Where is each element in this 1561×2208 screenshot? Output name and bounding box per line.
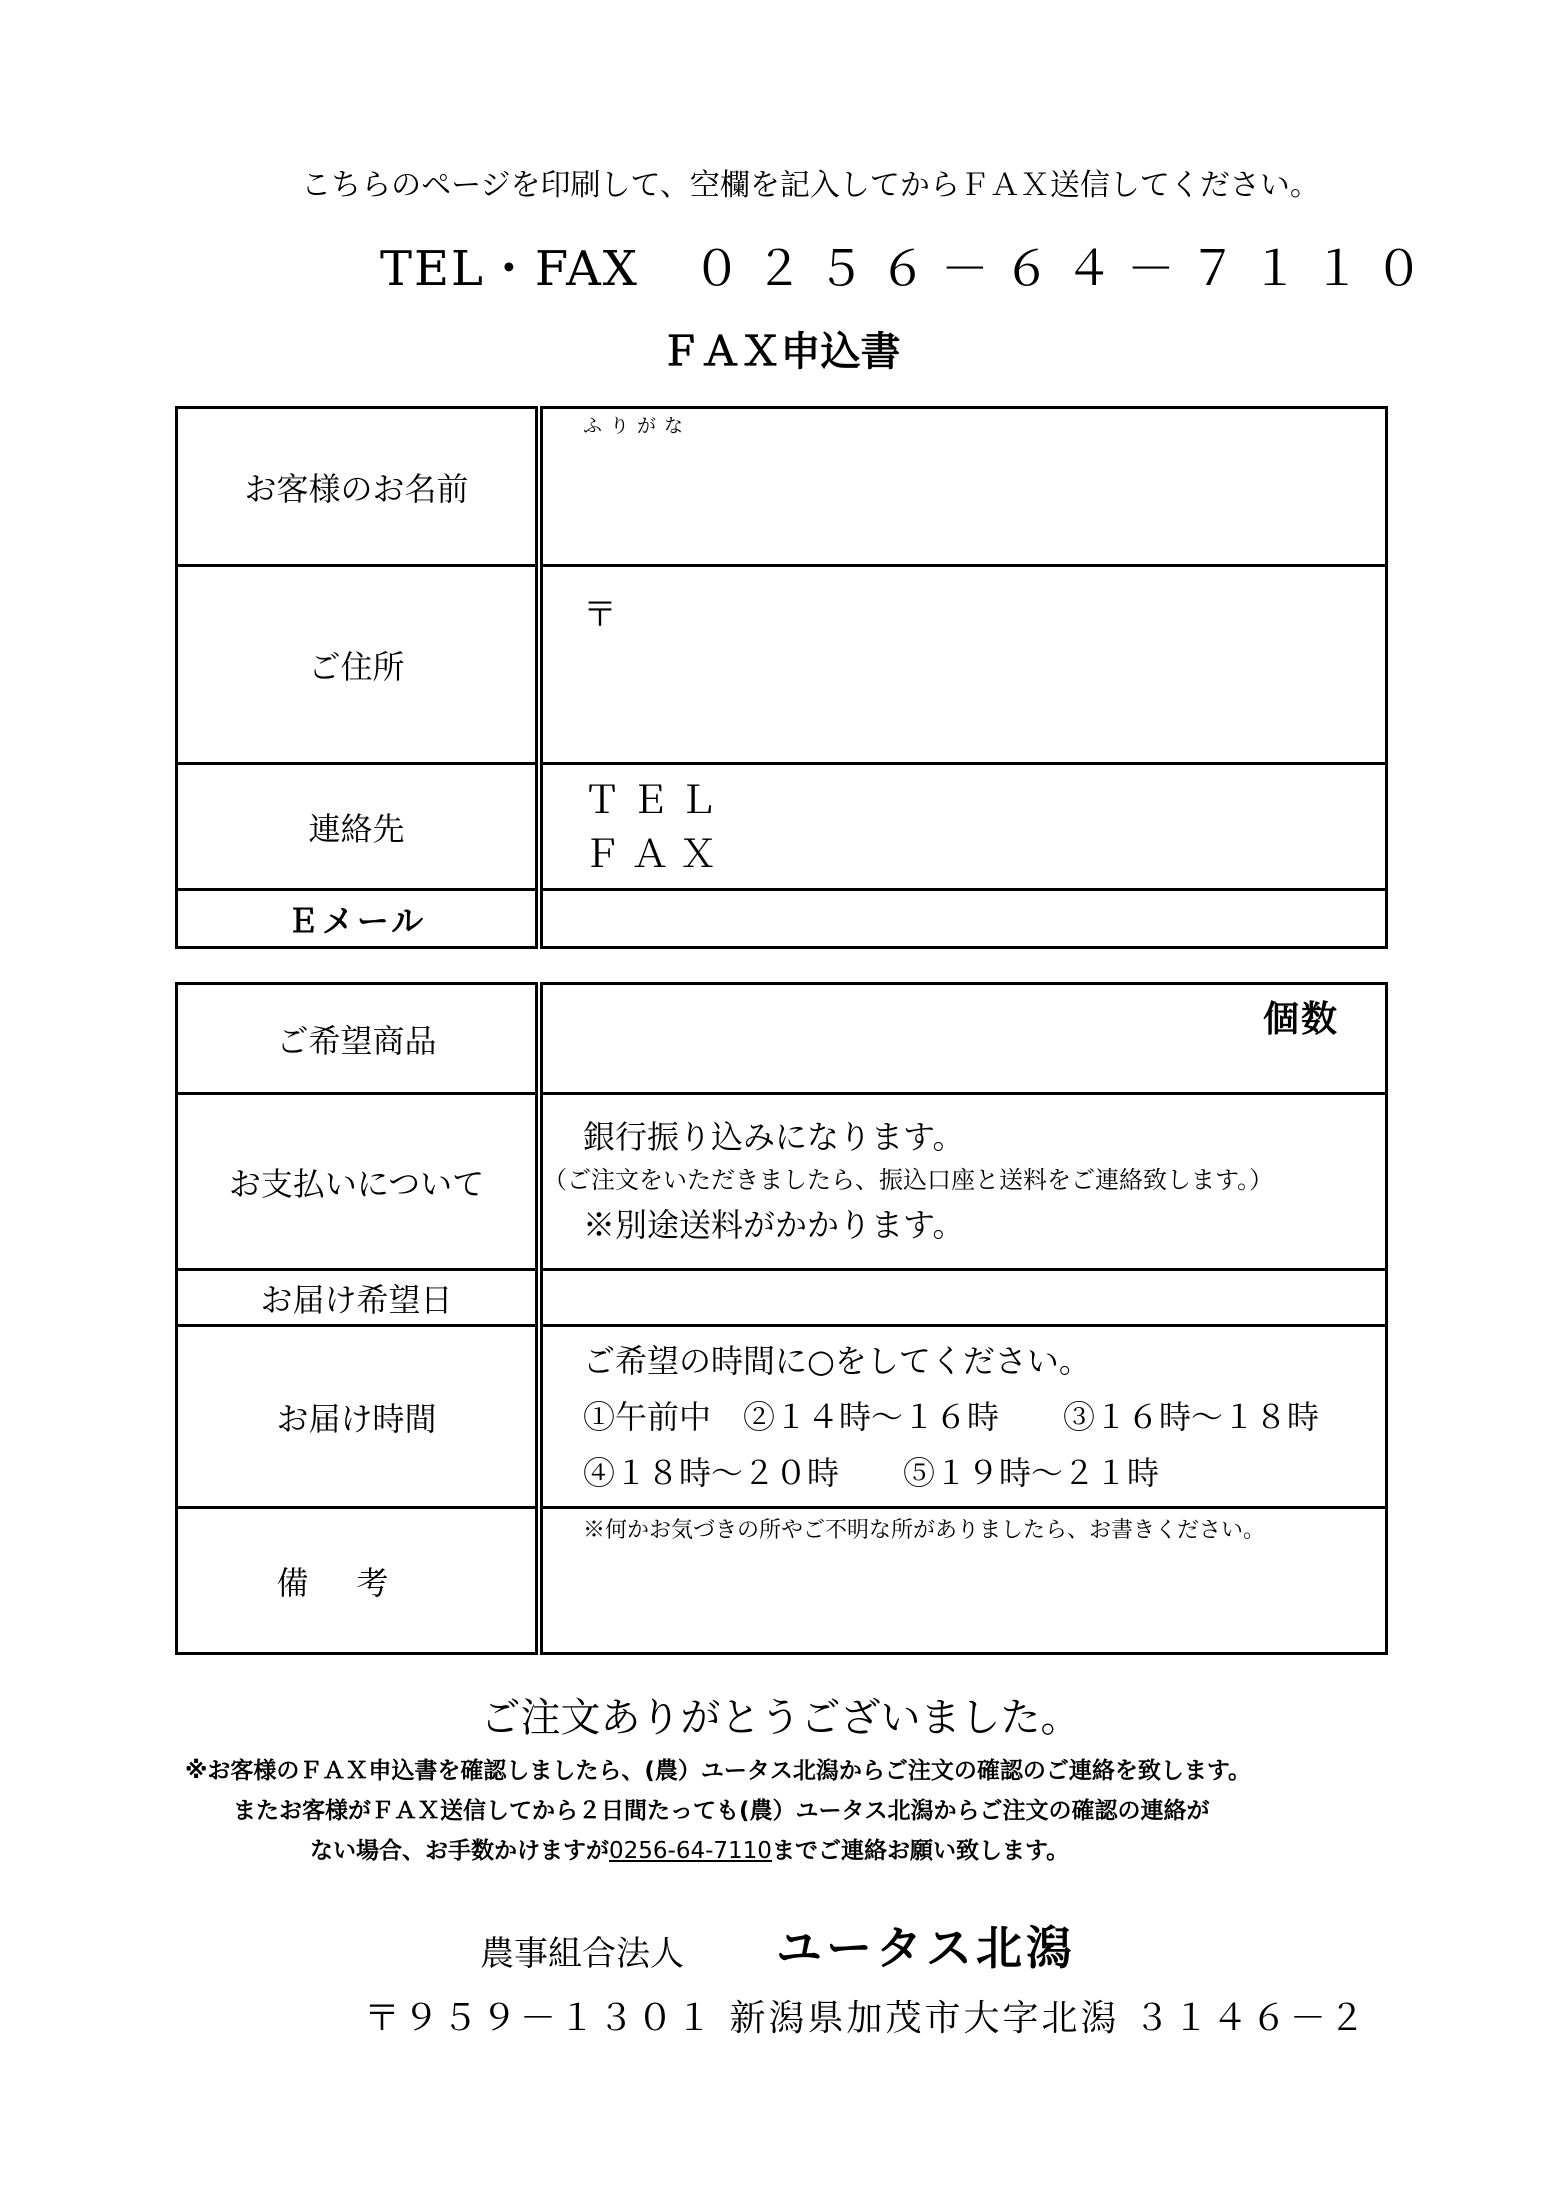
address-field[interactable]	[539, 566, 1387, 764]
name-field[interactable]	[539, 408, 1387, 566]
corp-address: 〒９５９－１３０１ 新潟県加茂市大字北潟 ３１４６－２	[364, 1998, 1368, 2039]
shipping-note: ※別途送料がかかります。	[583, 1205, 965, 1244]
product-label: ご希望商品	[177, 984, 540, 1094]
remarks-field[interactable]	[539, 1508, 1387, 1654]
quantity-label: 個数	[1262, 998, 1339, 1040]
thanks-message: ご注文ありがとうございました。	[480, 1695, 1081, 1741]
delivery-date-field[interactable]	[539, 1270, 1387, 1326]
corp-type: 農事組合法人	[480, 1934, 684, 1974]
customer-info-table	[175, 406, 1388, 949]
contact-field[interactable]	[539, 764, 1387, 890]
corp-name: ユータス北潟	[776, 1921, 1076, 1975]
postal-mark: 〒	[583, 595, 617, 635]
time-options-row2: ④１８時～２０時 ⑤１９時～２１時	[583, 1453, 1160, 1492]
contact-fax-label: ＦＡＸ	[583, 831, 728, 876]
furigana-label: ふりがな	[583, 415, 692, 437]
email-field[interactable]	[539, 890, 1387, 948]
delivery-time-label: お届け時間	[177, 1326, 540, 1508]
contact-phone-link[interactable]: 0256-64-7110	[609, 1838, 772, 1864]
payment-note: （ご注文をいただきましたら、振込口座と送料をご連絡致します。）	[543, 1165, 1274, 1194]
product-field[interactable]	[539, 984, 1387, 1094]
order-info-table	[175, 982, 1388, 1655]
payment-info	[539, 1094, 1387, 1270]
tel-fax-line	[380, 230, 1437, 299]
form-title: ＦＡＸ申込書	[660, 328, 901, 375]
footer-note-2: またお客様がＦＡＸ送信してから２日間たっても(農）ユータス北潟からご注文の確認の連絡が	[233, 1798, 1210, 1824]
print-instruction: こちらのページを印刷して、空欄を記入してからＦＡＸ送信してください。	[301, 168, 1320, 203]
tel-fax-label: TEL・FAX	[380, 241, 639, 297]
delivery-time-field[interactable]	[539, 1326, 1387, 1508]
address-label: ご住所	[177, 566, 540, 764]
footer-note-3-pre: ない場合、お手数かけますが	[310, 1838, 609, 1864]
time-instruction: ご希望の時間に○をしてください。	[583, 1341, 1091, 1380]
contact-tel-label: ＴＥＬ	[583, 777, 728, 822]
footer-note-1: ※お客様のＦＡＸ申込書を確認しましたら、(農）ユータス北潟からご注文の確認のご連絡を致します。	[185, 1758, 1252, 1784]
remarks-label: 備考	[177, 1508, 540, 1654]
footer-note-3	[310, 1832, 1069, 1865]
payment-method: 銀行振り込みになります。	[583, 1117, 965, 1156]
delivery-date-label: お届け希望日	[177, 1270, 540, 1326]
name-label: お客様のお名前	[177, 408, 540, 566]
footer-note-3-post: までご連絡お願い致します。	[771, 1838, 1070, 1864]
remarks-note: ※何かお気づきの所やご不明な所がありましたら、お書きください。	[583, 1518, 1266, 1543]
tel-fax-number: ０２５６－６４－７１１０	[692, 241, 1437, 297]
payment-label: お支払いについて	[177, 1094, 540, 1270]
email-label: Ｅメール	[177, 890, 540, 948]
contact-label: 連絡先	[177, 764, 540, 890]
time-options-row1: ①午前中 ②１４時～１６時 ③１６時～１８時	[583, 1397, 1320, 1436]
